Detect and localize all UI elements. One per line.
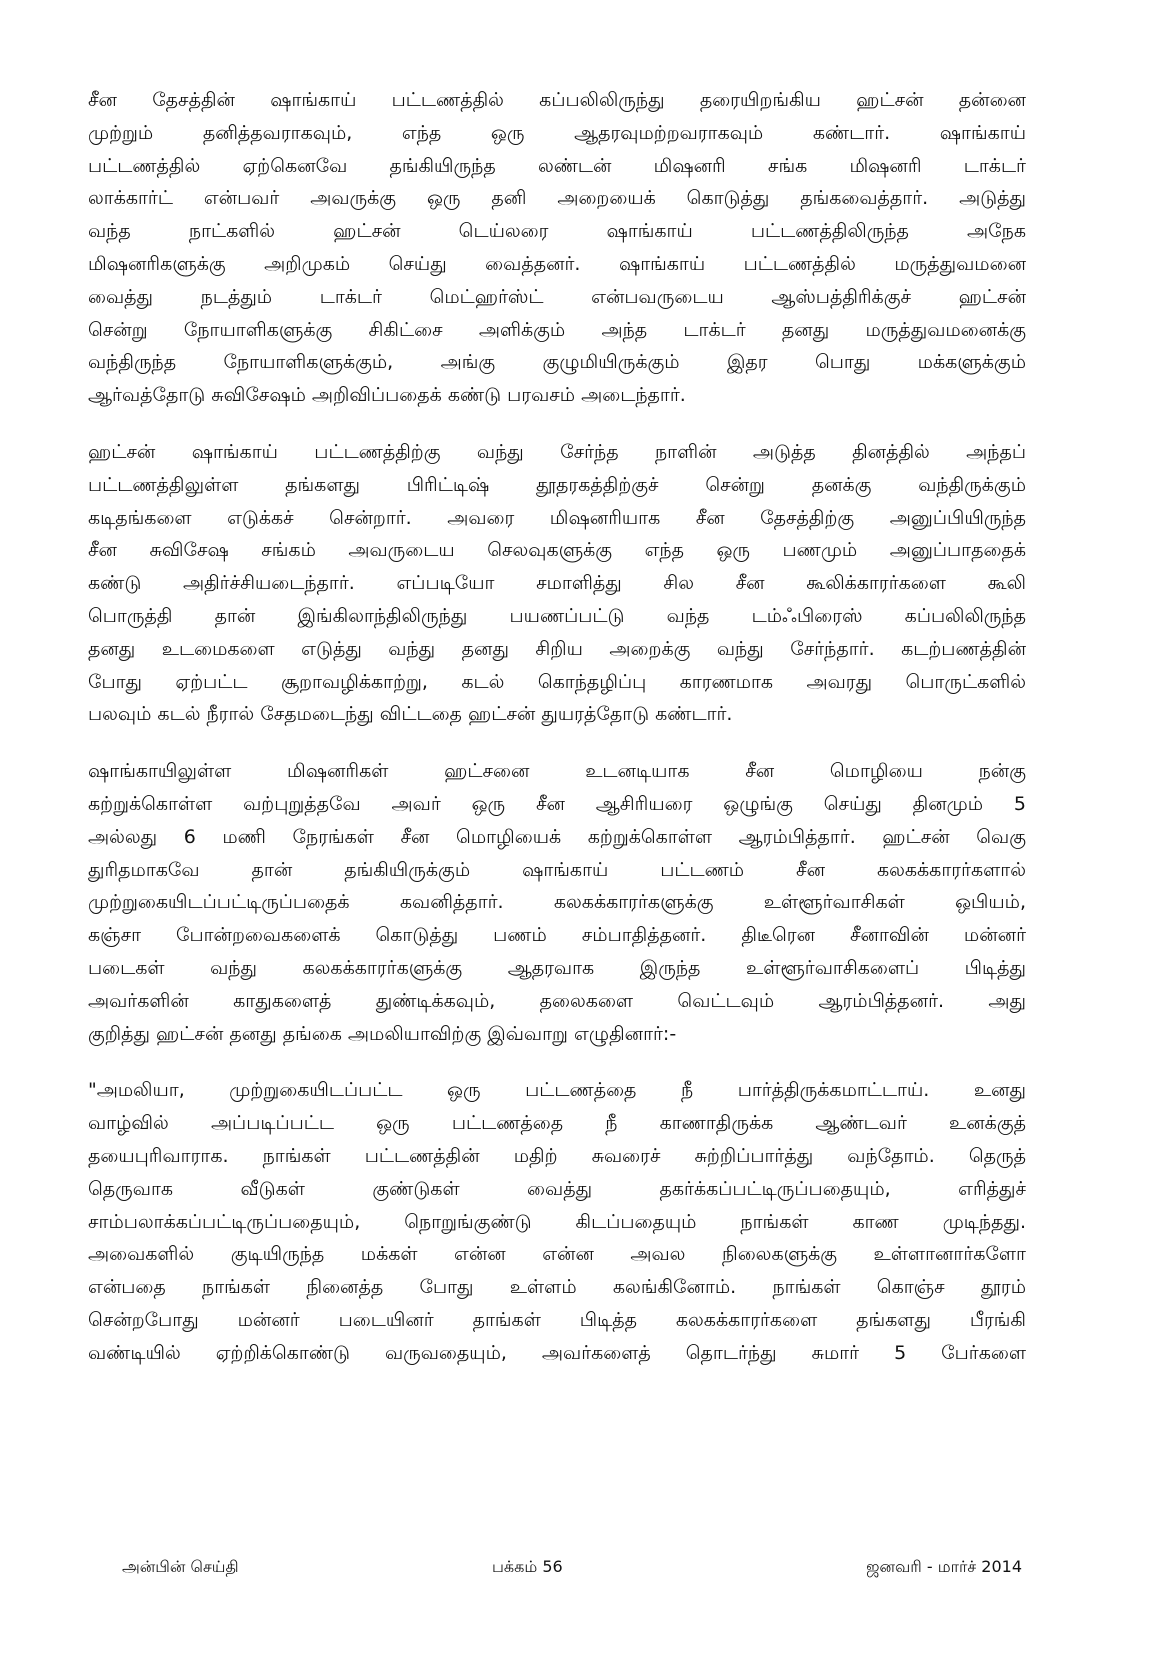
text-line: துரிதமாகவே தான் தங்கியிருக்கும் ஷாங்காய் பட்டணம் சீன கலகக்காரர்களால்: [88, 858, 1026, 881]
text-line: "அமலியா, முற்றுகையிடப்பட்ட ஒரு பட்டணத்தை நீ பார்த்திருக்கமாட்டாய். உனது: [88, 1079, 1026, 1102]
text-line: வாழ்வில் அப்படிப்பட்ட ஒரு பட்டணத்தை நீ காணாதிருக்க ஆண்டவர் உனக்குத்: [88, 1112, 1026, 1135]
text-line: வந்திருந்த நோயாளிகளுக்கும், அங்கு குழுமியிருக்கும் இதர பொது மக்களுக்கும்: [88, 351, 1026, 374]
issue-date: ஜனவரி - மார்ச் 2014: [866, 1557, 1022, 1576]
text-line: என்பதை நாங்கள் நினைத்த போது உள்ளம் கலங்கினோம். நாங்கள் கொஞ்ச தூரம்: [88, 1276, 1026, 1299]
text-line: லாக்கார்ட் என்பவர் அவருக்கு ஒரு தனி அறையைக் கொடுத்து தங்கவைத்தார். அடுத்து: [88, 187, 1026, 210]
text-line: கடிதங்களை எடுக்கச் சென்றார். அவரை மிஷனரியாக சீன தேசத்திற்கு அனுப்பியிருந்த: [88, 506, 1026, 529]
text-line: வைத்து நடத்தும் டாக்டர் மெட்ஹர்ஸ்ட் என்பவருடைய ஆஸ்பத்திரிக்குச் ஹட்சன்: [88, 285, 1026, 308]
text-line: ஹட்சன் ஷாங்காய் பட்டணத்திற்கு வந்து சேர்ந்த நாளின் அடுத்த தினத்தில் அந்தப்: [88, 440, 1026, 463]
paragraph: [88, 84, 1026, 412]
text-line: அல்லது 6 மணி நேரங்கள் சீன மொழியைக் கற்றுக்கொள்ள ஆரம்பித்தார். ஹட்சன் வெகு: [88, 825, 1026, 848]
text-line: பொருத்தி தான் இங்கிலாந்திலிருந்து பயணப்பட்டு வந்த டம்ஃபிரைஸ் கப்பலிலிருந்த: [88, 604, 1026, 627]
text-line: கஞ்சா போன்றவைகளைக் கொடுத்து பணம் சம்பாதித்தனர். திடீரென சீனாவின் மன்னர்: [88, 924, 1026, 947]
page-body: [88, 84, 1026, 1393]
text-line: சென்று நோயாளிகளுக்கு சிகிட்சை அளிக்கும் அந்த டாக்டர் தனது மருத்துவமனைக்கு: [88, 318, 1026, 341]
text-line: தயைபுரிவாராக. நாங்கள் பட்டணத்தின் மதிற் சுவரைச் சுற்றிப்பார்த்து வந்தோம். தெருத்: [88, 1144, 1026, 1167]
text-line: சென்றபோது மன்னர் படையினர் தாங்கள் பிடித்த கலகக்காரர்களை தங்களது பீரங்கி: [88, 1308, 1026, 1331]
text-line: சீன தேசத்தின் ஷாங்காய் பட்டணத்தில் கப்பலிலிருந்து தரையிறங்கிய ஹட்சன் தன்னை: [88, 89, 1026, 111]
text-line: மிஷனரிகளுக்கு அறிமுகம் செய்து வைத்தனர். ஷாங்காய் பட்டணத்தில் மருத்துவமனை: [88, 252, 1026, 275]
text-line: ஷாங்காயிலுள்ள மிஷனரிகள் ஹட்சனை உடனடியாக சீன மொழியை நன்கு: [88, 760, 1026, 783]
paragraph: [88, 755, 1026, 1050]
text-line: தனது உடமைகளை எடுத்து வந்து தனது சிறிய அறைக்கு வந்து சேர்ந்தார். கடற்பணத்தின்: [88, 637, 1026, 660]
text-line: அவர்களின் காதுகளைத் துண்டிக்கவும், தலைகளை வெட்டவும் ஆரம்பித்தனர். அது: [88, 989, 1026, 1012]
paragraph: [88, 1074, 1026, 1369]
paragraph: [88, 436, 1026, 731]
text-line: பட்டணத்திலுள்ள தங்களது பிரிட்டிஷ் தூதரகத்திற்குச் சென்று தனக்கு வந்திருக்கும்: [88, 473, 1026, 496]
text-line: பலவும் கடல் நீரால் சேதமடைந்து விட்டதை ஹட்சன் துயரத்தோடு கண்டார்.: [88, 703, 733, 726]
text-line: குறித்து ஹட்சன் தனது தங்கை அமலியாவிற்கு இவ்வாறு எழுதினார்:-: [88, 1022, 677, 1045]
text-line: தெருவாக வீடுகள் குண்டுகள் வைத்து தகர்க்கப்பட்டிருப்பதையும், எரித்துச்: [88, 1177, 1026, 1200]
text-line: படைகள் வந்து கலகக்காரர்களுக்கு ஆதரவாக இருந்த உள்ளூர்வாசிகளைப் பிடித்து: [88, 956, 1026, 979]
text-line: வந்த நாட்களில் ஹட்சன் டெய்லரை ஷாங்காய் பட்டணத்திலிருந்த அநேக: [88, 220, 1026, 243]
text-line: பட்டணத்தில் ஏற்கெனவே தங்கியிருந்த லண்டன் மிஷனரி சங்க மிஷனரி டாக்டர்: [88, 154, 1026, 177]
text-line: ஆர்வத்தோடு சுவிசேஷம் அறிவிப்பதைக் கண்டு பரவசம் அடைந்தார்.: [88, 384, 686, 407]
text-line: சீன சுவிசேஷ சங்கம் அவருடைய செலவுகளுக்கு எந்த ஒரு பணமும் அனுப்பாததைக்: [88, 539, 1026, 562]
text-line: கண்டு அதிர்ச்சியடைந்தார். எப்படியோ சமாளித்து சில சீன கூலிக்காரர்களை கூலி: [88, 572, 1026, 595]
page-footer: [122, 1557, 1022, 1581]
text-line: முற்றும் தனித்தவராகவும், எந்த ஒரு ஆதரவுமற்றவராகவும் கண்டார். ஷாங்காய்: [88, 121, 1026, 144]
text-line: சாம்பலாக்கப்பட்டிருப்பதையும், நொறுங்குண்டு கிடப்பதையும் நாங்கள் காண முடிந்தது.: [88, 1210, 1026, 1233]
page-number: பக்கம் 56: [492, 1557, 563, 1576]
text-line: வண்டியில் ஏற்றிக்கொண்டு வருவதையும், அவர்களைத் தொடர்ந்து சுமார் 5 பேர்களை: [88, 1341, 1026, 1364]
publication-name: அன்பின் செய்தி: [122, 1557, 239, 1576]
text-line: முற்றுகையிடப்பட்டிருப்பதைக் கவனித்தார். கலகக்காரர்களுக்கு உள்ளூர்வாசிகள் ஒபியம்,: [88, 891, 1026, 914]
text-line: போது ஏற்பட்ட சூறாவழிக்காற்று, கடல் கொந்தழிப்பு காரணமாக அவரது பொருட்களில்: [88, 670, 1026, 693]
text-line: கற்றுக்கொள்ள வற்புறுத்தவே அவர் ஒரு சீன ஆசிரியரை ஒழுங்கு செய்து தினமும் 5: [88, 792, 1026, 815]
text-line: அவைகளில் குடியிருந்த மக்கள் என்ன என்ன அவல நிலைகளுக்கு உள்ளானார்களோ: [88, 1243, 1026, 1266]
